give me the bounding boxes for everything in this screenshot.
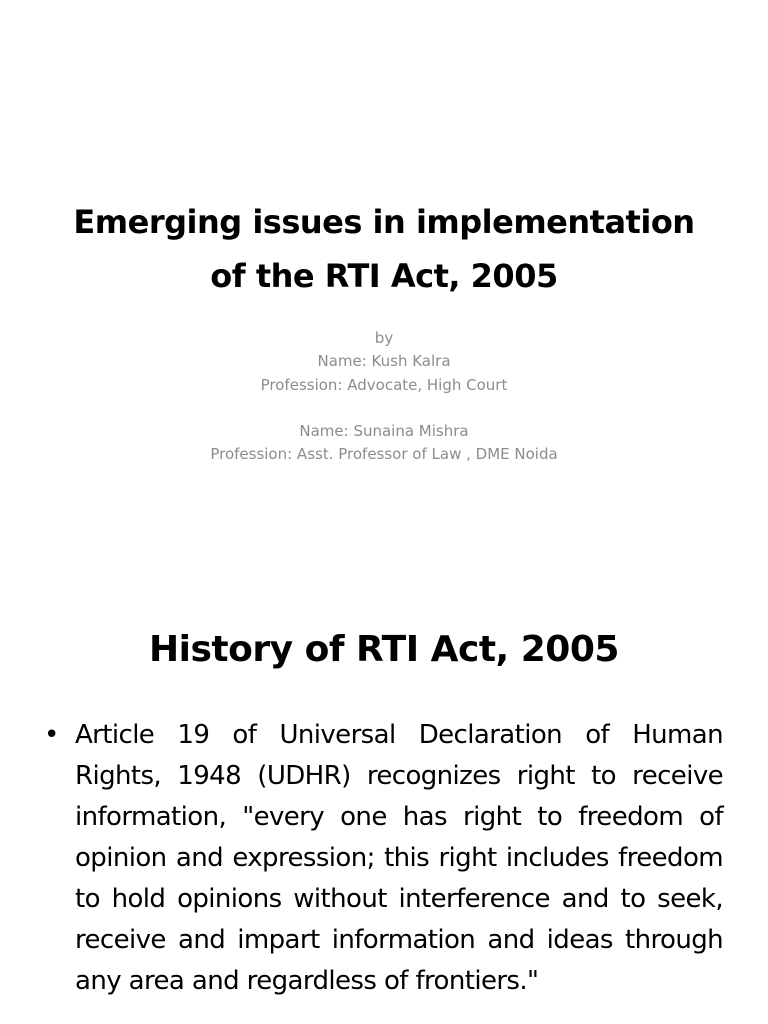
- bullet-marker: •: [44, 720, 60, 750]
- bullet-paragraph: Article 19 of Universal Declaration of Human Rights, 1948 (UDHR) recognizes right to receive information, "every one has right to freedom of opinion and expression; this right includes freedom to hold opinions without interference and to seek, receive and impart information and ideas through any area and regardless of frontiers.": [75, 720, 723, 996]
- by-label: by: [374, 329, 394, 347]
- author-credits: [40, 327, 728, 467]
- spacer: [40, 397, 728, 420]
- author2-name: Name: Sunaina Mishra: [299, 422, 469, 441]
- author1-profession: Profession: Advocate, High Court: [260, 375, 508, 394]
- title-line-1: Emerging issues in implementation: [73, 203, 695, 241]
- presentation-title: [40, 195, 728, 303]
- author2-profession: Profession: Asst. Professor of Law , DME Noida: [210, 445, 558, 464]
- title-line-2: of the RTI Act, 2005: [210, 257, 558, 295]
- author1-name: Name: Kush Kalra: [317, 352, 451, 371]
- section-title: History of RTI Act, 2005: [149, 629, 619, 670]
